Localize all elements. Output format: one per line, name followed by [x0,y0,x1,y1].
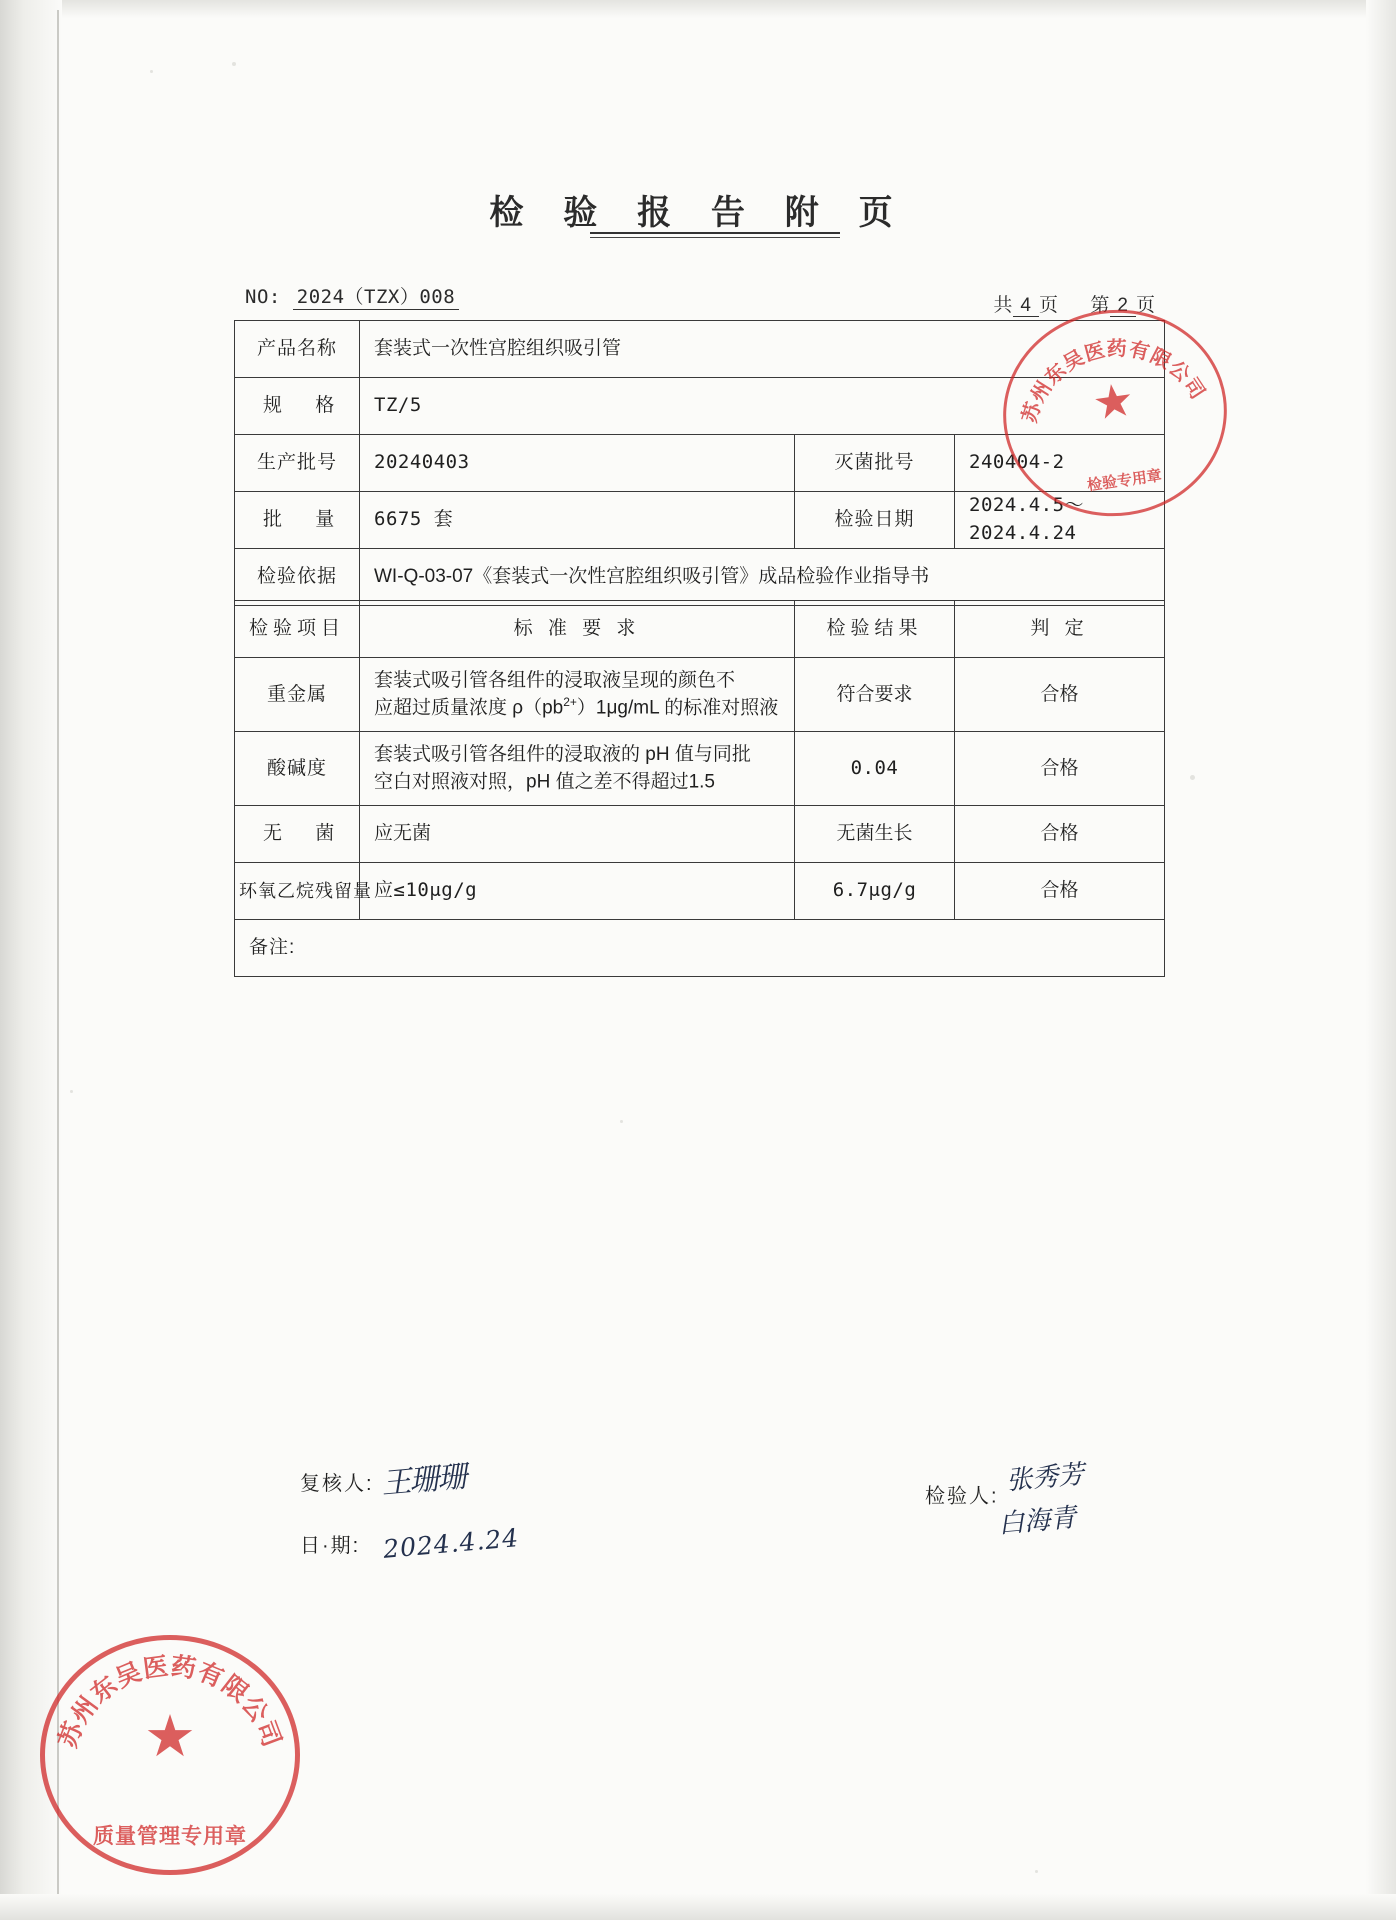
production-batch-label: 生产批号 [235,435,360,492]
current-page-prefix: 第 [1090,295,1111,316]
test-standard [360,806,795,863]
test-result: 无菌生长 [795,806,955,863]
date-field [300,1523,521,1564]
test-result: 0.04 [795,732,955,806]
test-verdict: 合格 [955,863,1165,920]
scan-speck [70,1090,73,1093]
inspection-date-label: 检验日期 [795,492,955,549]
test-item-name: 酸碱度 [235,732,360,806]
table-row [235,863,1165,920]
total-pages-prefix: 共 [993,295,1014,316]
results-header-result: 检验结果 [795,601,955,658]
report-number-label: NO: [245,286,281,308]
remark-cell [235,920,1165,977]
product-name-value: 套装式一次性宫腔组织吸引管 [360,321,1165,378]
lot-size-value: 6675 套 [360,492,795,549]
reviewer-label: 复核人: [300,1473,374,1495]
standard-superscript: 2+ [563,695,577,710]
title-underline [590,232,840,234]
report-number-value: 2024（TZX）008 [293,286,459,310]
quality-stamp-subtext: 质量管理专用章 [93,1825,247,1848]
product-name-label: 产品名称 [235,321,360,378]
inspection-stamp [990,295,1240,530]
inspector-label: 检验人: [925,1485,999,1508]
title-underline-second [590,237,840,238]
reviewer-signature: 王珊珊 [380,1459,467,1502]
spec-label: 规 格 [235,378,360,435]
table-row [235,806,1165,863]
standard-line-2 [374,694,780,722]
test-standard [360,732,795,806]
inspector-signature-1: 张秀芳 [1005,1459,1086,1497]
results-table [234,600,1165,977]
basis-value: WI-Q-03-07《套装式一次性宫腔组织吸引管》成品检验作业指导书 [360,549,1165,606]
signature-area [0,1455,1396,1615]
standard-line-2-a: 应超过质量浓度 ρ（pb [374,697,564,719]
results-header-item: 检验项目 [235,601,360,658]
scan-speck [620,1120,623,1123]
standard-line-1: 应无菌 [374,823,432,845]
inspection-stamp-company: 苏州东吴医药有限公司 [1016,336,1211,426]
current-page-value: 2 [1110,295,1136,317]
inspection-stamp-subtext: 检验专用章 [1086,467,1163,495]
scan-speck [1035,1870,1038,1873]
date-value: 2024.4.24 [381,1523,521,1564]
results-header-verdict: 判 定 [955,601,1165,658]
standard-line-1: 套装式吸引管各组件的浸取液呈现的颜色不 [374,669,736,691]
quality-stamp [40,1635,300,1875]
report-number [245,282,459,309]
quality-stamp-company: 苏州东吴医药有限公司 [52,1651,288,1752]
standard-line-2-b: ）1μg/mL 的标准对照液 [576,697,779,719]
standard-line-1: 套装式吸引管各组件的浸取液的 pH 值与同批 [374,743,751,765]
test-item-name: 无 菌 [235,806,360,863]
table-row [235,658,1165,732]
table-row [235,732,1165,806]
basis-label: 检验依据 [235,549,360,606]
spec-value: TZ/5 [360,378,1165,435]
test-result: 符合要求 [795,658,955,732]
standard-line-1: 应≤10μg/g [374,879,478,902]
standard-line-2 [374,768,780,796]
test-item-name: 环氧乙烷残留量 [235,863,360,920]
production-batch-value: 20240403 [360,435,795,492]
test-result: 6.7μg/g [795,863,955,920]
scan-speck [150,70,153,73]
reviewer-field [300,1455,467,1502]
page-title: 检 验 报 告 附 页 [489,193,907,233]
sterilization-batch-label: 灭菌批号 [795,435,955,492]
star-icon: ★ [144,1703,196,1769]
test-item-name: 重金属 [235,658,360,732]
table-row-basis [235,549,1165,606]
scan-speck [232,62,236,66]
inspection-date-value: 2024.4.5～2024.4.24 [955,492,1165,549]
lot-size-label: 批 量 [235,492,360,549]
standard-line-2-a: 空白对照液对照，pH 值之差不得超过1.5 [374,771,715,793]
current-page-suffix: 页 [1135,295,1156,316]
test-verdict: 合格 [955,658,1165,732]
results-header-row [235,601,1165,658]
remark-label: 备注: [249,937,296,959]
date-label: 日·期: [300,1535,361,1557]
total-pages-suffix: 页 [1038,295,1059,316]
scan-speck [1190,775,1195,780]
test-standard [360,658,795,732]
test-verdict: 合格 [955,732,1165,806]
sterilization-batch-value: 240404-2 [955,435,1165,492]
results-header-standard: 标 准 要 求 [360,601,795,658]
table-row-remark [235,920,1165,977]
inspector-field [925,1457,1086,1540]
inspector-signature-2: 白海青 [997,1502,1078,1540]
test-standard [360,863,795,920]
star-icon: ★ [1089,372,1138,430]
total-pages-value: 4 [1013,295,1039,317]
test-verdict: 合格 [955,806,1165,863]
